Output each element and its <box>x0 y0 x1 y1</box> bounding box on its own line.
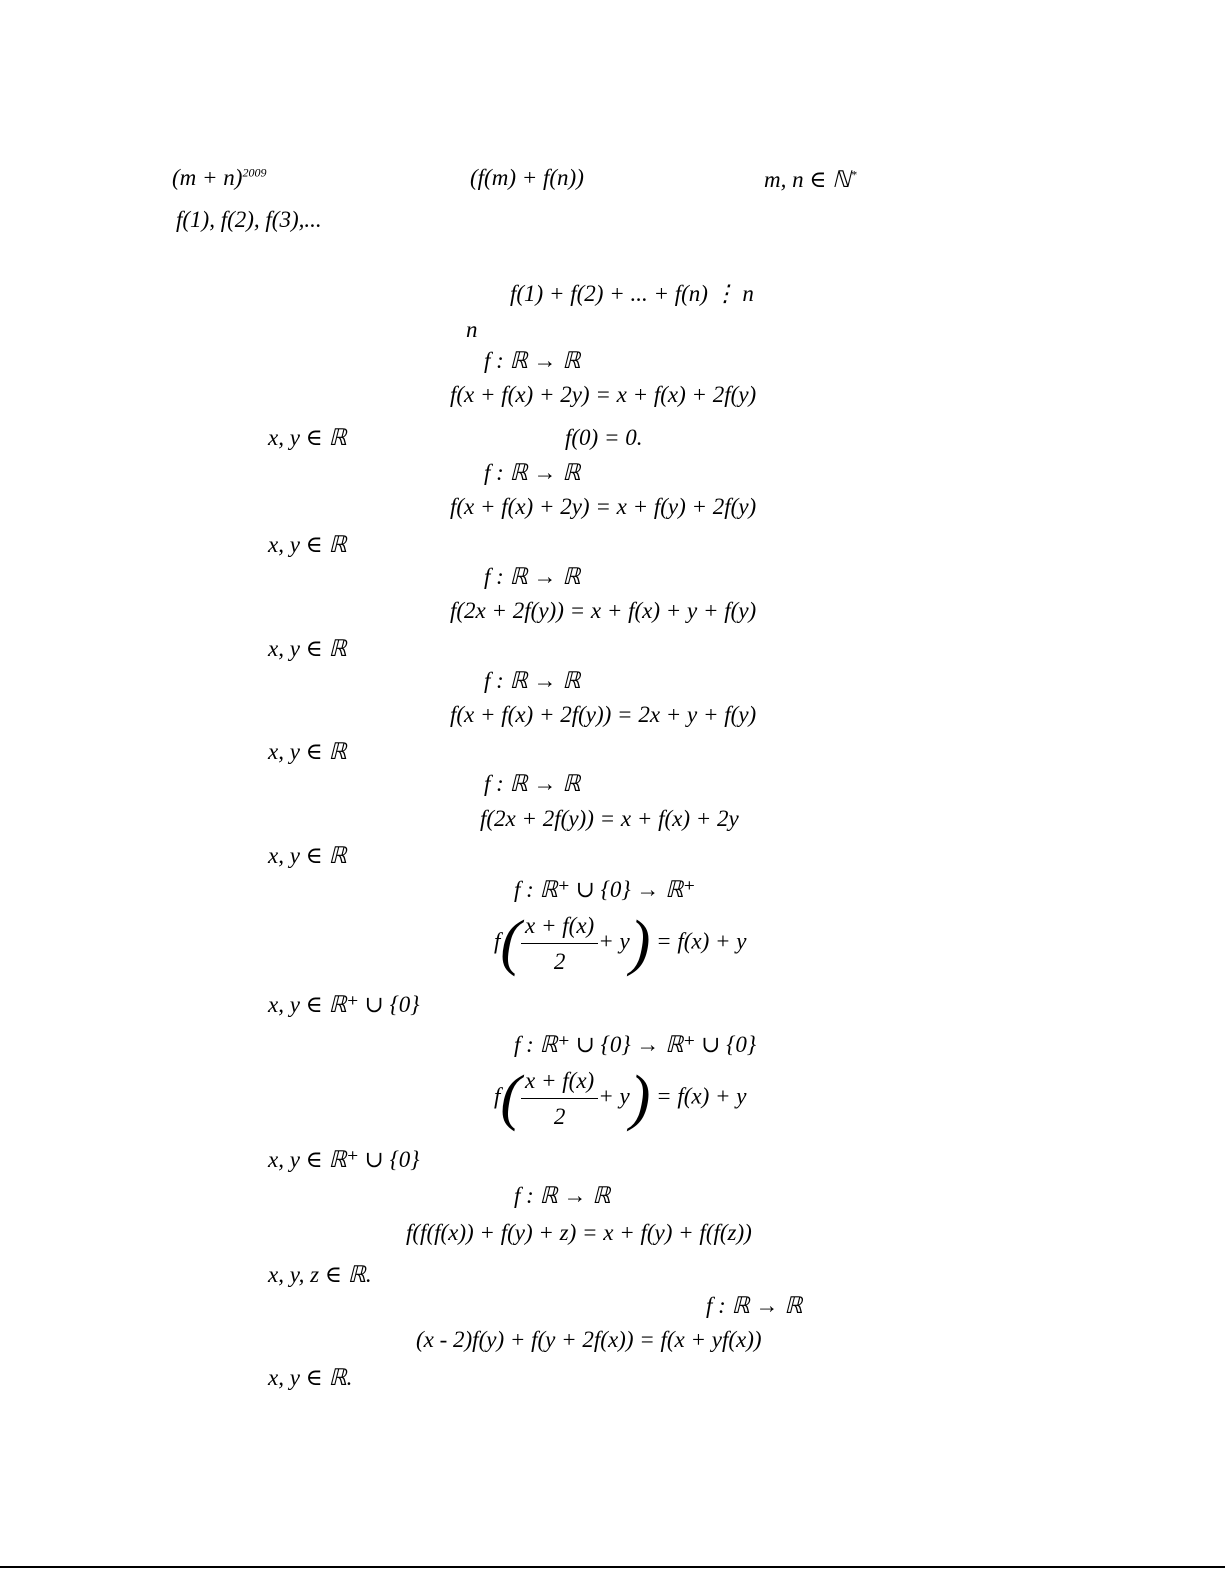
p1-equation: f(x + f(x) + 2y) = x + f(x) + 2f(y) <box>450 382 757 407</box>
p5-domain: x, y ∈ ℝ <box>268 843 347 868</box>
p1-domain: x, y ∈ ℝ <box>268 425 347 450</box>
p2-map: f : ℝ → ℝ <box>484 460 581 485</box>
expr-sequence: f(1), f(2), f(3),... <box>176 207 322 232</box>
expr-mn-domain: m, n ∈ ℕ* <box>764 167 857 192</box>
p9-domain: x, y ∈ ℝ. <box>268 1365 353 1390</box>
p8-domain: x, y, z ∈ ℝ. <box>268 1262 372 1287</box>
p1-map: f : ℝ → ℝ <box>484 348 581 373</box>
p6-equation: f( $\frac{x + f(x)}{2}$ + y) = f(x) + y <box>494 909 747 977</box>
p8-equation: f(f(f(x)) + f(y) + z) = x + f(y) + f(f(z)) <box>406 1220 752 1245</box>
expr-m-plus-n-power: $(m + n)^{2009}$ <box>172 165 267 190</box>
p4-equation: f(x + f(x) + 2f(y)) = 2x + y + f(y) <box>450 702 757 727</box>
p8-map: f : ℝ → ℝ <box>514 1183 611 1208</box>
p3-map: f : ℝ → ℝ <box>484 564 581 589</box>
p1-condition: f(0) = 0. <box>565 425 643 450</box>
p5-equation: f(2x + 2f(y)) = x + f(x) + 2y <box>480 806 739 831</box>
p6-domain: x, y ∈ ℝ⁺ ∪ {0} <box>268 992 420 1017</box>
p6-map: f : ℝ⁺ ∪ {0} → ℝ⁺ <box>514 877 696 902</box>
p7-equation: f( $\frac{x + f(x)}{2}$ + y) = f(x) + y <box>494 1064 747 1132</box>
p4-domain: x, y ∈ ℝ <box>268 739 347 764</box>
page-bottom-rule <box>0 1566 1225 1568</box>
expr-fm-plus-fn: (f(m) + f(n)) <box>470 165 584 190</box>
p9-map: f : ℝ → ℝ <box>706 1293 803 1318</box>
p5-map: f : ℝ → ℝ <box>484 771 581 796</box>
p7-map: f : ℝ⁺ ∪ {0} → ℝ⁺ ∪ {0} <box>514 1032 757 1057</box>
expr-n: n <box>466 317 478 342</box>
p3-equation: f(2x + 2f(y)) = x + f(x) + y + f(y) <box>450 598 757 623</box>
p2-domain: x, y ∈ ℝ <box>268 532 347 557</box>
p2-equation: f(x + f(x) + 2y) = x + f(y) + 2f(y) <box>450 494 757 519</box>
p9-equation: (x - 2)f(y) + f(y + 2f(x)) = f(x + yf(x)) <box>416 1327 762 1352</box>
p3-domain: x, y ∈ ℝ <box>268 636 347 661</box>
p7-domain: x, y ∈ ℝ⁺ ∪ {0} <box>268 1147 420 1172</box>
expr-sum-divisible: f(1) + f(2) + ... + f(n) ⋮ n <box>510 281 754 306</box>
p4-map: f : ℝ → ℝ <box>484 668 581 693</box>
